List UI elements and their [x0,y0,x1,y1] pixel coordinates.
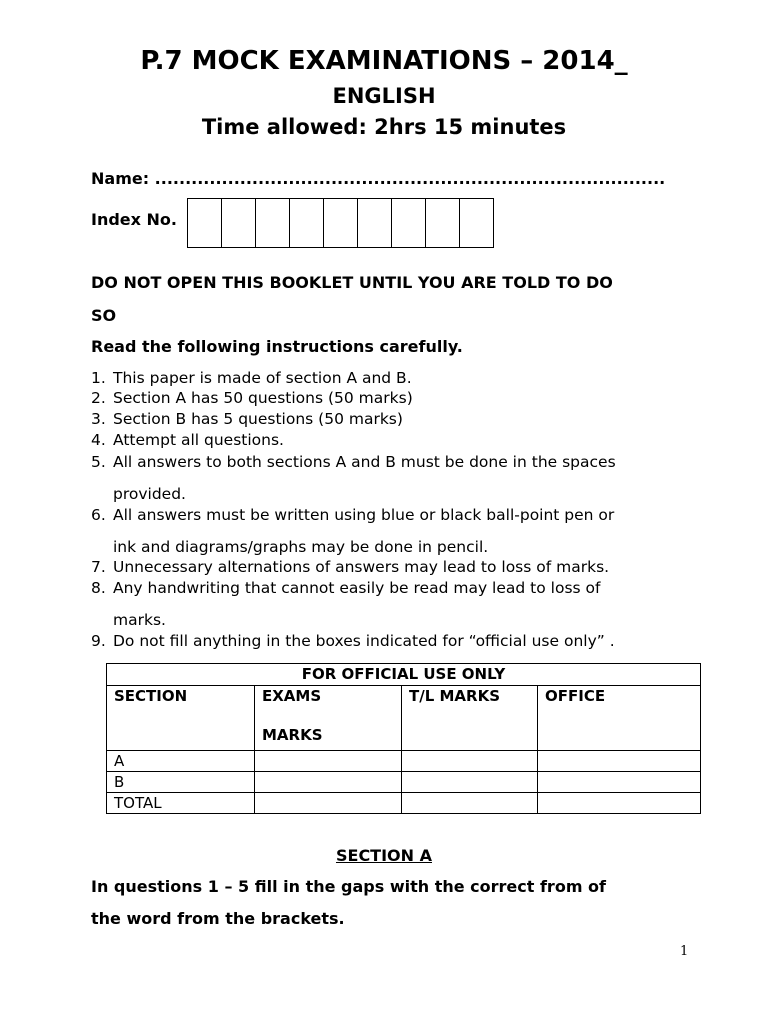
section-a-title: SECTION A [335,846,432,865]
instruction-number: 7. [91,558,106,576]
index-number-boxes [187,198,494,248]
table-row [107,772,701,793]
instruction-continuation: marks. [113,611,166,629]
instruction-item [91,632,691,650]
table-cell [255,772,402,793]
instruction-number: 1. [91,369,106,387]
index-number-label: Index No. [91,210,177,229]
header-exams-marks [255,686,402,751]
instruction-number: 5. [91,453,106,471]
subject-title: ENGLISH [332,84,436,108]
row-label: A [107,751,255,772]
section-a-heading [0,846,768,865]
table-cell [538,772,701,793]
header-marks: MARKS [262,726,323,744]
instruction-item [91,389,691,407]
time-allowed: Time allowed: 2hrs 15 minutes [201,115,567,139]
table-cell [255,793,402,814]
instruction-number: 4. [91,431,106,449]
row-label: B [107,772,255,793]
index-digit-box[interactable] [188,198,222,248]
instruction-item [91,369,691,387]
instruction-text: Attempt all questions. [113,431,284,449]
table-cell [255,751,402,772]
section-a-intro-line-2: the word from the brackets. [91,909,345,928]
table-cell [402,793,538,814]
instruction-text: Unnecessary alternations of answers may lead to loss of marks. [113,558,610,576]
instructions-heading: Read the following instructions carefully. [91,337,463,356]
instruction-number: 2. [91,389,106,407]
table-cell [402,751,538,772]
instruction-text: All answers must be written using blue or black ball-point pen or [113,506,615,524]
instruction-item [91,453,691,471]
table-row [107,751,701,772]
table-cell [538,751,701,772]
instruction-item [91,579,691,597]
index-digit-box[interactable] [460,198,494,248]
instruction-item [91,558,691,576]
index-digit-box[interactable] [324,198,358,248]
instruction-continuation: ink and diagrams/graphs may be done in pencil. [113,538,489,556]
page-number: 1 [680,944,689,959]
instruction-text: Do not fill anything in the boxes indicated for “official use only” . [113,632,615,650]
index-digit-box[interactable] [426,198,460,248]
exam-title: P.7 MOCK EXAMINATIONS – 2014_ [140,46,628,76]
table-row [107,793,701,814]
instruction-item [91,431,691,449]
instruction-text: Section A has 50 questions (50 marks) [113,389,413,407]
header-exams: EXAMS [262,687,322,705]
instruction-number: 9. [91,632,106,650]
row-label: TOTAL [107,793,255,814]
instruction-text: This paper is made of section A and B. [113,369,412,387]
warning-line-1: DO NOT OPEN THIS BOOKLET UNTIL YOU ARE TOLD TO DO [91,273,613,292]
table-cell [402,772,538,793]
instruction-item [91,506,691,524]
official-use-table [106,663,701,814]
header-tl-marks: T/L MARKS [402,686,538,751]
instruction-item [91,410,691,428]
index-digit-box[interactable] [392,198,426,248]
index-digit-box[interactable] [256,198,290,248]
header-office: OFFICE [538,686,701,751]
index-digit-box[interactable] [358,198,392,248]
index-digit-box[interactable] [290,198,324,248]
table-cell [538,793,701,814]
index-digit-box[interactable] [222,198,256,248]
instruction-text: Section B has 5 questions (50 marks) [113,410,403,428]
instruction-text: Any handwriting that cannot easily be read may lead to loss of [113,579,601,597]
header-section: SECTION [107,686,255,751]
name-field: Name: .................................................................................... [91,169,666,188]
section-a-intro-line-1: In questions 1 – 5 fill in the gaps with the correct from of [91,877,607,896]
warning-line-2: SO [91,306,117,325]
official-use-caption: FOR OFFICIAL USE ONLY [107,664,701,686]
instruction-number: 6. [91,506,106,524]
instruction-text: All answers to both sections A and B must be done in the spaces [113,453,616,471]
instruction-continuation: provided. [113,485,186,503]
instruction-number: 3. [91,410,106,428]
instruction-number: 8. [91,579,106,597]
